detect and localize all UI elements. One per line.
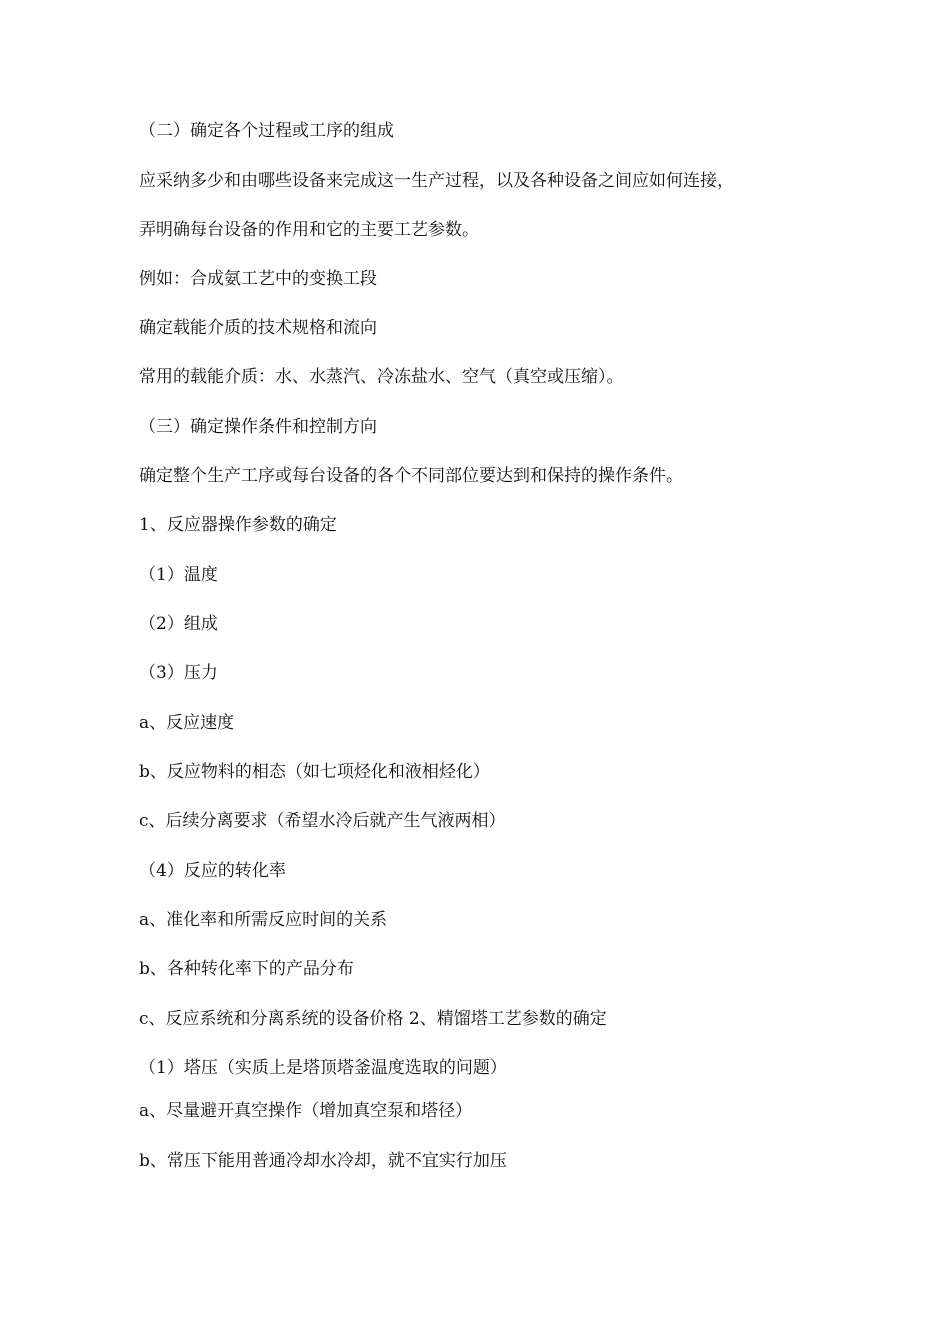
list-item: （2）组成: [139, 614, 218, 634]
section-heading-3: （三）确定操作条件和控制方向: [139, 417, 377, 437]
list-item: c、反应系统和分离系统的设备价格 2、精馏塔工艺参数的确定: [139, 1009, 607, 1029]
list-item: （1）塔压（实质上是塔顶塔釜温度选取的问题）: [139, 1058, 507, 1078]
paragraph-line: 确定整个生产工序或每台设备的各个不同部位要达到和保持的操作条件。: [139, 466, 683, 486]
list-item: a、尽量避开真空操作（增加真空泵和塔径）: [139, 1101, 473, 1121]
example-line: 例如：合成氨工艺中的变换工段: [139, 269, 377, 289]
list-item: （4）反应的转化率: [139, 861, 286, 881]
list-item: c、后续分离要求（希望水冷后就产生气液两相）: [139, 811, 506, 831]
list-item: a、反应速度: [139, 713, 235, 733]
list-item: （3）压力: [139, 663, 218, 683]
list-item: b、反应物料的相态（如七项烃化和液相烃化）: [139, 762, 490, 782]
paragraph-line: 弄明确每台设备的作用和它的主要工艺参数。: [139, 220, 479, 240]
list-item: （1）温度: [139, 565, 218, 585]
list-item: b、各种转化率下的产品分布: [139, 959, 354, 979]
paragraph-line: 确定载能介质的技术规格和流向: [139, 318, 377, 338]
section-heading-2: （二）确定各个过程或工序的组成: [139, 121, 394, 141]
paragraph-line: 常用的载能介质：水、水蒸汽、冷冻盐水、空气（真空或压缩）。: [139, 367, 624, 387]
list-item: a、准化率和所需反应时间的关系: [139, 910, 388, 930]
subsection-heading: 1、反应器操作参数的确定: [139, 515, 337, 535]
paragraph-line: 应采纳多少和由哪些设备来完成这一生产过程，以及各种设备之间应如何连接，: [139, 171, 734, 191]
list-item: b、常压下能用普通冷却水冷却，就不宜实行加压: [139, 1151, 507, 1171]
